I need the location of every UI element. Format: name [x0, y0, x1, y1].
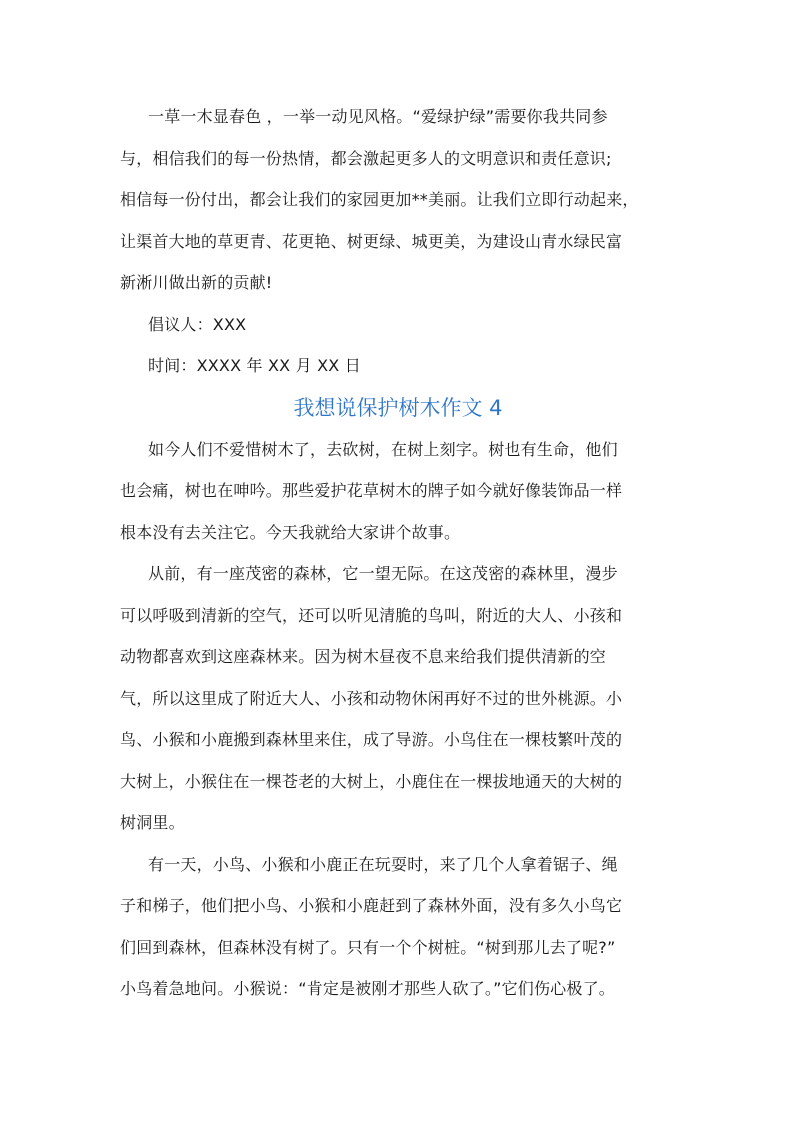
text-line: 树洞里。	[120, 813, 185, 832]
date-text: 时间：XXXX 年 XX 月 XX 日	[148, 356, 361, 375]
text-line: 让渠首大地的草更青、花更艳、树更绿、城更美，为建设山青水绿民富	[120, 231, 623, 251]
initiator-text: 倡议人：XXX	[148, 314, 247, 334]
text-line: 大树上，小猴住在一棵苍老的大树上，小鹿住在一棵拔地通天的大树的	[120, 771, 623, 791]
text-line: 小鸟着急地问。小猴说：“肯定是被刚才那些人砍了。”它们伤心极了。	[120, 979, 615, 998]
essay-paragraph-1	[120, 429, 676, 554]
document-page	[120, 96, 676, 1010]
text-line: 子和梯子，他们把小鸟、小猴和小鹿赶到了森林外面，没有多久小鸟它	[120, 896, 623, 915]
essay-paragraph-2	[120, 553, 676, 844]
text-line: 动物都喜欢到这座森林来。因为树木昼夜不息来给我们提供清新的空	[120, 647, 607, 666]
essay-title: 我想说保护树木作文 4	[293, 395, 503, 420]
essay-paragraph-3	[120, 844, 676, 1010]
date-line	[120, 345, 676, 387]
text-line: 新淅川做出新的贡献!	[120, 273, 273, 292]
text-line: 与，相信我们的每一份热情，都会激起更多人的文明意识和责任意识;	[120, 148, 612, 168]
text-line: 一草一木显春色 ，一举一动见风格。“爱绿护绿”需要你我共同参	[148, 107, 608, 126]
text-line: 可以呼吸到清新的空气，还可以听见清脆的鸟叫，附近的大人、小孩和	[120, 605, 623, 625]
text-line: 根本没有去关注它。今天我就给大家讲个故事。	[120, 522, 461, 542]
text-line: 如今人们不爱惜树木了，去砍树，在树上刻字。树也有生命，他们	[148, 439, 618, 459]
text-line: 们回到森林，但森林没有树了。只有一个个树桩。“树到那儿去了呢?”	[120, 937, 616, 957]
text-line: 有一天，小鸟、小猴和小鹿正在玩耍时，来了几个人拿着锯子、绳	[148, 854, 618, 874]
text-line: 鸟、小猴和小鹿搬到森林里来住，成了导游。小鸟住在一棵枝繁叶茂的	[120, 730, 623, 749]
initiator-line	[120, 304, 676, 346]
text-line: 从前，有一座茂密的森林，它一望无际。在这茂密的森林里，漫步	[148, 564, 618, 583]
text-line: 也会痛，树也在呻吟。那些爱护花草树木的牌子如今就好像装饰品一样	[120, 481, 623, 500]
intro-paragraph	[120, 96, 676, 304]
text-line: 相信每一份付出，都会让我们的家园更加**美丽。让我们立即行动起来，	[120, 190, 639, 209]
text-line: 气，所以这里成了附近大人、小孩和动物休闲再好不过的世外桃源。小	[120, 688, 623, 708]
